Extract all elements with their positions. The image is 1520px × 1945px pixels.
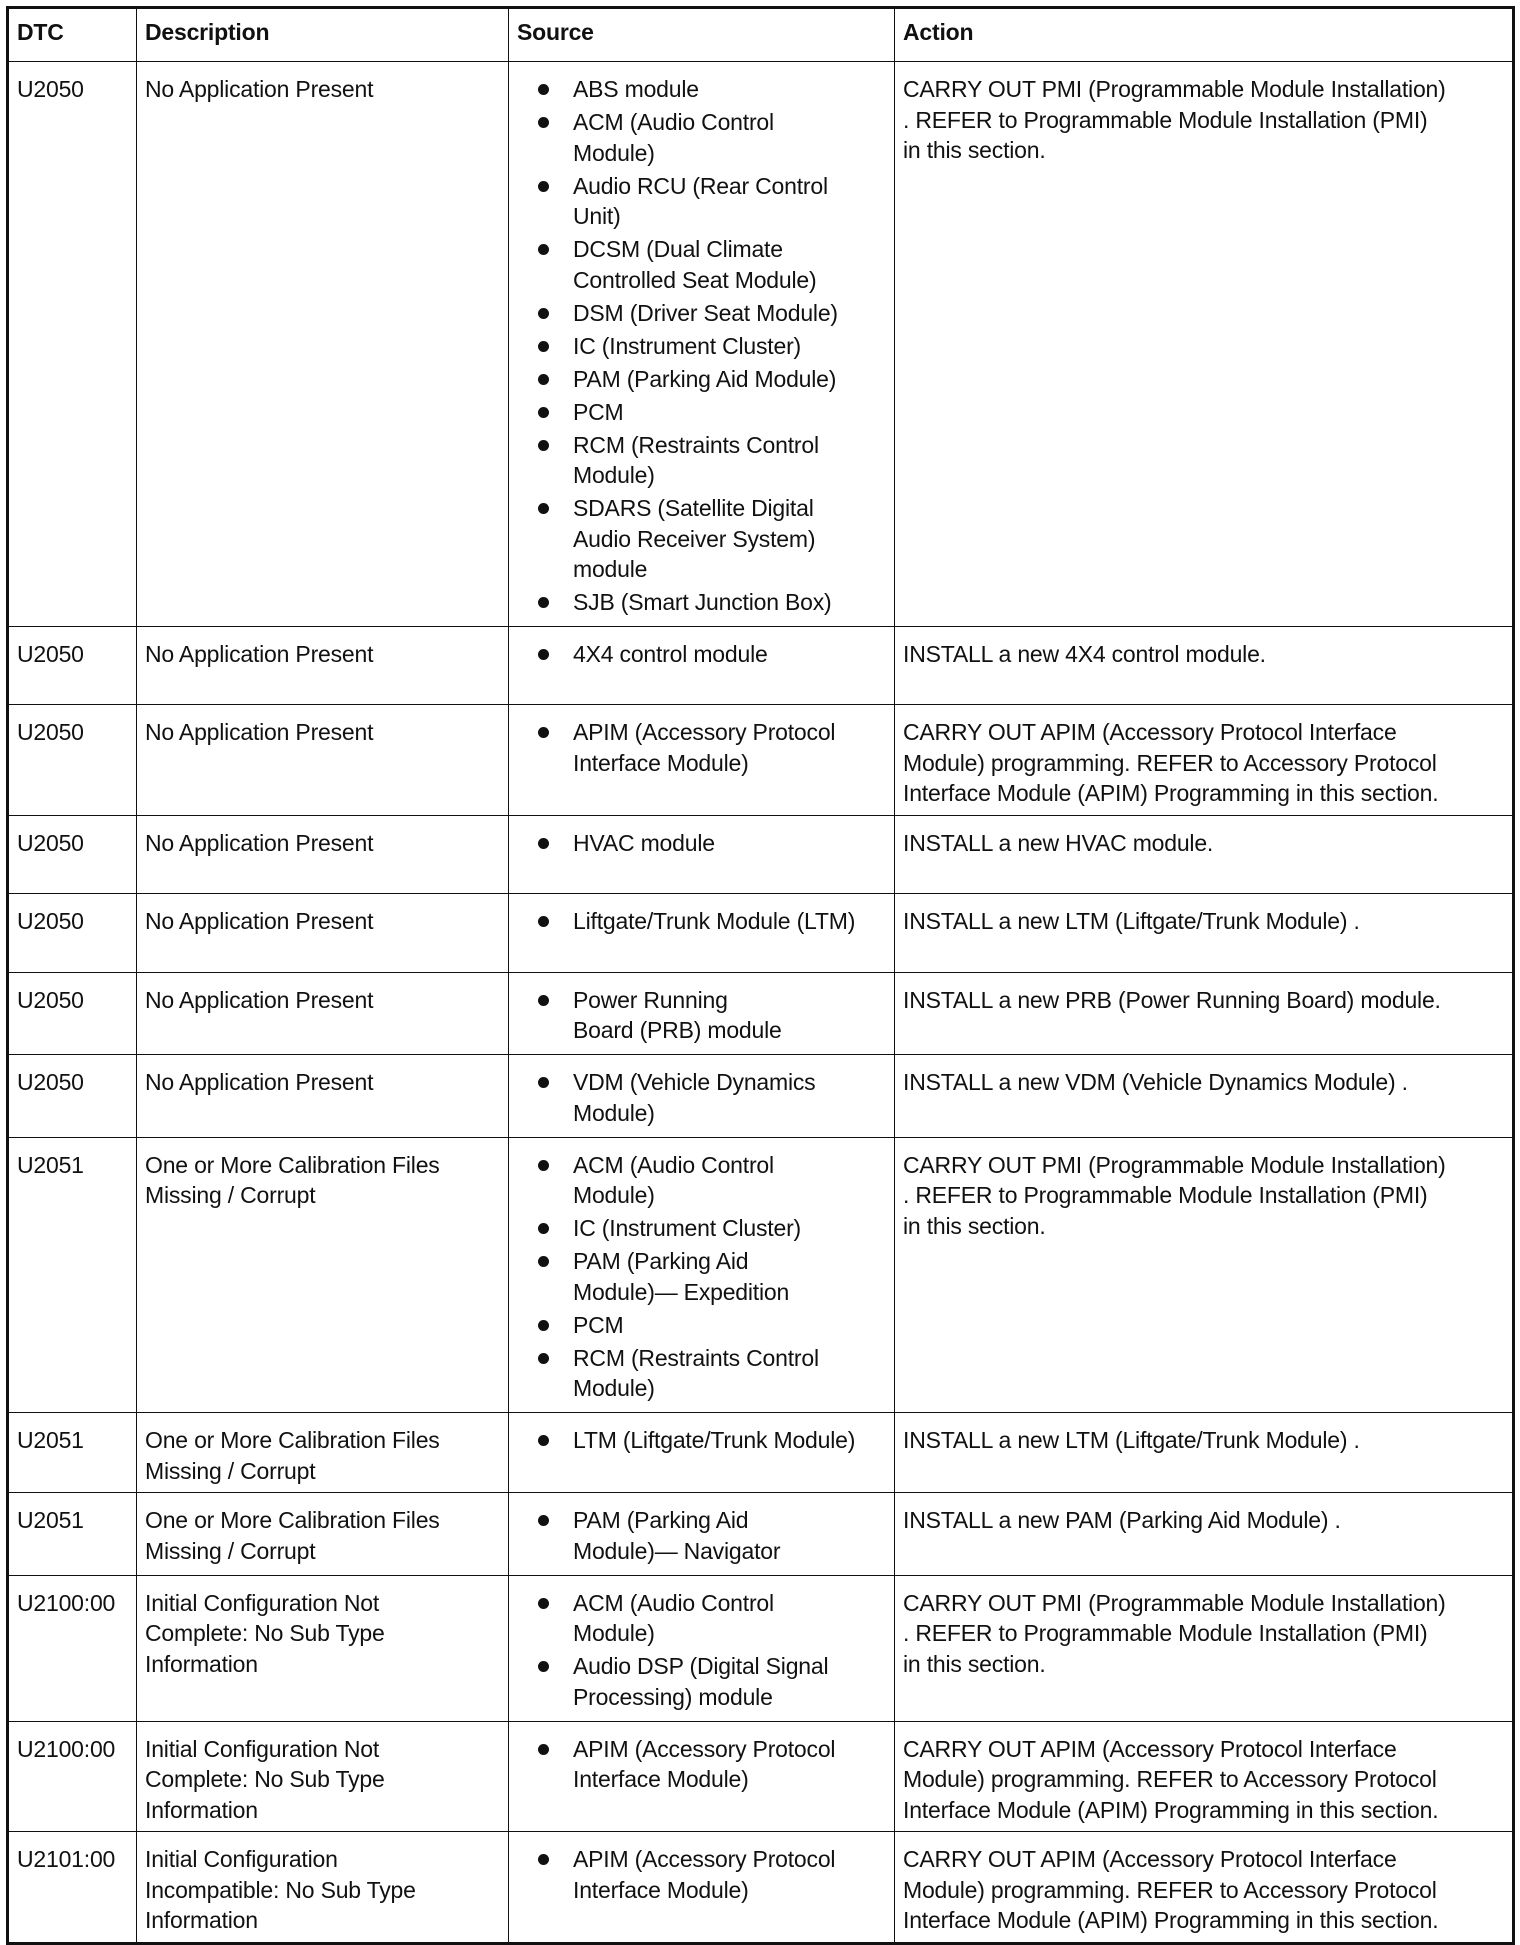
description-cell: Initial Configuration Incompatible: No Sub Type Information xyxy=(137,1832,509,1944)
action-cell: CARRY OUT PMI (Programmable Module Installation) . REFER to Programmable Module Installation (PMI) in this section. xyxy=(895,62,1514,627)
action-cell: CARRY OUT APIM (Accessory Protocol Interface Module) programming. REFER to Accessory Protocol Interface Module (APIM) Programming in this section. xyxy=(895,1832,1514,1944)
source-list xyxy=(517,639,886,670)
source-list xyxy=(517,1150,886,1404)
action-cell: CARRY OUT APIM (Accessory Protocol Interface Module) programming. REFER to Accessory Protocol Interface Module (APIM) Programming in this section. xyxy=(895,705,1514,816)
header-source: Source xyxy=(509,8,895,62)
description-cell: No Application Present xyxy=(137,705,509,816)
dtc-cell: U2100:00 xyxy=(8,1575,137,1721)
source-list-item: Power Running Board (PRB) module xyxy=(517,985,886,1046)
dtc-cell: U2100:00 xyxy=(8,1721,137,1832)
action-cell: INSTALL a new LTM (Liftgate/Trunk Module) . xyxy=(895,1413,1514,1493)
source-list xyxy=(517,985,886,1046)
table-row xyxy=(8,893,1514,972)
description-cell: One or More Calibration Files Missing / Corrupt xyxy=(137,1413,509,1493)
source-list-item: DSM (Driver Seat Module) xyxy=(517,298,886,329)
source-list xyxy=(517,1067,886,1128)
dtc-cell: U2050 xyxy=(8,627,137,705)
source-list-item: PAM (Parking Aid Module) xyxy=(517,364,886,395)
source-cell xyxy=(509,1832,895,1944)
dtc-cell: U2051 xyxy=(8,1493,137,1576)
action-cell: INSTALL a new HVAC module. xyxy=(895,815,1514,893)
action-cell: CARRY OUT APIM (Accessory Protocol Interface Module) programming. REFER to Accessory Protocol Interface Module (APIM) Programming in this section. xyxy=(895,1721,1514,1832)
action-cell: INSTALL a new PRB (Power Running Board) module. xyxy=(895,972,1514,1055)
source-list xyxy=(517,1734,886,1795)
source-list-item: HVAC module xyxy=(517,828,886,859)
source-list xyxy=(517,717,886,778)
dtc-cell: U2050 xyxy=(8,893,137,972)
source-list xyxy=(517,906,886,937)
source-list-item: 4X4 control module xyxy=(517,639,886,670)
source-list xyxy=(517,1505,886,1566)
action-cell: INSTALL a new 4X4 control module. xyxy=(895,627,1514,705)
description-cell: One or More Calibration Files Missing / Corrupt xyxy=(137,1493,509,1576)
description-cell: No Application Present xyxy=(137,627,509,705)
dtc-cell: U2051 xyxy=(8,1413,137,1493)
table-row xyxy=(8,1413,1514,1493)
table-row xyxy=(8,627,1514,705)
description-cell: Initial Configuration Not Complete: No Sub Type Information xyxy=(137,1721,509,1832)
source-list-item: ABS module xyxy=(517,74,886,105)
source-list-item: VDM (Vehicle Dynamics Module) xyxy=(517,1067,886,1128)
description-cell: No Application Present xyxy=(137,972,509,1055)
dtc-cell: U2050 xyxy=(8,1055,137,1138)
source-list-item: PCM xyxy=(517,397,886,428)
source-cell xyxy=(509,705,895,816)
source-list-item: PCM xyxy=(517,1310,886,1341)
source-list-item: DCSM (Dual Climate Controlled Seat Module) xyxy=(517,234,886,295)
action-cell: CARRY OUT PMI (Programmable Module Installation) . REFER to Programmable Module Installation (PMI) in this section. xyxy=(895,1137,1514,1413)
source-cell xyxy=(509,1493,895,1576)
dtc-cell: U2050 xyxy=(8,815,137,893)
table-row xyxy=(8,1575,1514,1721)
dtc-cell: U2051 xyxy=(8,1137,137,1413)
action-cell: INSTALL a new VDM (Vehicle Dynamics Module) . xyxy=(895,1055,1514,1138)
table-row xyxy=(8,1721,1514,1832)
source-list-item: SJB (Smart Junction Box) xyxy=(517,587,886,618)
dtc-cell: U2050 xyxy=(8,972,137,1055)
source-list-item: RCM (Restraints Control Module) xyxy=(517,1343,886,1404)
source-list-item: RCM (Restraints Control Module) xyxy=(517,430,886,491)
table-row xyxy=(8,705,1514,816)
source-list xyxy=(517,1588,886,1713)
source-cell xyxy=(509,972,895,1055)
source-cell xyxy=(509,1413,895,1493)
description-cell: No Application Present xyxy=(137,62,509,627)
source-list-item: SDARS (Satellite Digital Audio Receiver System) module xyxy=(517,493,886,585)
source-list xyxy=(517,1425,886,1456)
source-cell xyxy=(509,815,895,893)
header-action: Action xyxy=(895,8,1514,62)
action-cell: CARRY OUT PMI (Programmable Module Installation) . REFER to Programmable Module Installation (PMI) in this section. xyxy=(895,1575,1514,1721)
dtc-cell: U2050 xyxy=(8,705,137,816)
header-dtc: DTC xyxy=(8,8,137,62)
source-list-item: APIM (Accessory Protocol Interface Module) xyxy=(517,1844,886,1905)
dtc-table xyxy=(6,6,1515,1945)
source-list-item: IC (Instrument Cluster) xyxy=(517,331,886,362)
source-cell xyxy=(509,62,895,627)
source-list xyxy=(517,74,886,618)
source-list-item: Audio RCU (Rear Control Unit) xyxy=(517,171,886,232)
source-cell xyxy=(509,1721,895,1832)
dtc-cell: U2101:00 xyxy=(8,1832,137,1944)
table-row xyxy=(8,1493,1514,1576)
table-row xyxy=(8,1832,1514,1944)
source-cell xyxy=(509,1575,895,1721)
source-cell xyxy=(509,893,895,972)
source-list-item: PAM (Parking Aid Module)— Navigator xyxy=(517,1505,886,1566)
source-list-item: APIM (Accessory Protocol Interface Module) xyxy=(517,717,886,778)
source-cell xyxy=(509,627,895,705)
source-list xyxy=(517,828,886,859)
source-list-item: ACM (Audio Control Module) xyxy=(517,1588,886,1649)
source-list-item: ACM (Audio Control Module) xyxy=(517,107,886,168)
source-list-item: IC (Instrument Cluster) xyxy=(517,1213,886,1244)
table-row xyxy=(8,62,1514,627)
source-list-item: APIM (Accessory Protocol Interface Module) xyxy=(517,1734,886,1795)
source-cell xyxy=(509,1055,895,1138)
action-cell: INSTALL a new PAM (Parking Aid Module) . xyxy=(895,1493,1514,1576)
description-cell: One or More Calibration Files Missing / Corrupt xyxy=(137,1137,509,1413)
table-row xyxy=(8,972,1514,1055)
description-cell: No Application Present xyxy=(137,893,509,972)
dtc-cell: U2050 xyxy=(8,62,137,627)
source-list-item: ACM (Audio Control Module) xyxy=(517,1150,886,1211)
header-row xyxy=(8,8,1514,62)
description-cell: No Application Present xyxy=(137,1055,509,1138)
table-row xyxy=(8,1137,1514,1413)
table-row xyxy=(8,1055,1514,1138)
source-list-item: Liftgate/Trunk Module (LTM) xyxy=(517,906,886,937)
action-cell: INSTALL a new LTM (Liftgate/Trunk Module) . xyxy=(895,893,1514,972)
header-description: Description xyxy=(137,8,509,62)
source-list-item: Audio DSP (Digital Signal Processing) module xyxy=(517,1651,886,1712)
source-cell xyxy=(509,1137,895,1413)
source-list-item: LTM (Liftgate/Trunk Module) xyxy=(517,1425,886,1456)
description-cell: No Application Present xyxy=(137,815,509,893)
table-row xyxy=(8,815,1514,893)
source-list-item: PAM (Parking Aid Module)— Expedition xyxy=(517,1246,886,1307)
description-cell: Initial Configuration Not Complete: No Sub Type Information xyxy=(137,1575,509,1721)
